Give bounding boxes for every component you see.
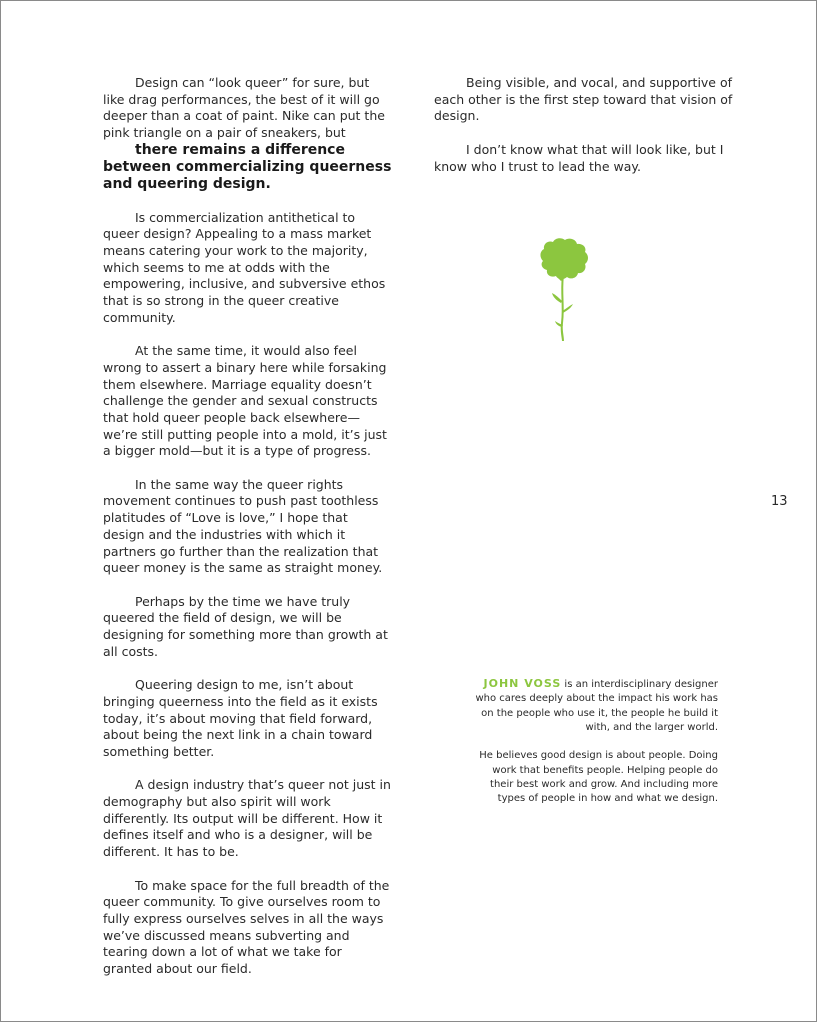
paragraph: Queering design to me, isn’t about bringing queerness into the field as it exists today, it’s about moving that field forward, about being the next link in a chain toward something better. bbox=[103, 677, 378, 759]
page-number: 13 bbox=[771, 494, 788, 509]
paragraph: At the same time, it would also feel wrong to assert a binary here while forsaking them elsewhere. Marriage equality doesn’t challenge the gender and sexual constructs that hold queer people back elsewhere— we’re still putting people into a mold, it’s just a bigger mold—but it is a type of progress. bbox=[103, 343, 387, 459]
bio-paragraph bbox=[471, 677, 718, 735]
bio-paragraph: He believes good design is about people. Doing work that benefits people. Helping people do their best work and grow. And including more types of people in how and what we design. bbox=[479, 750, 718, 805]
paragraph: A design industry that’s queer not just in demography but also spirit will work differently. Its output will be different. How it defines itself and who is a designer, will be different. It has to be. bbox=[103, 777, 391, 860]
right-column bbox=[434, 75, 734, 175]
paragraph: Being visible, and vocal, and supportive of each other is the first step toward that vision of design. bbox=[434, 75, 733, 124]
paragraph: I don’t know what that will look like, but I know who I trust to lead the way. bbox=[434, 141, 724, 174]
left-column bbox=[103, 75, 393, 978]
author-name: JOHN VOSS bbox=[483, 677, 562, 690]
pull-quote-emphasis: there remains a difference between commercializing queerness and queering design. bbox=[103, 141, 392, 192]
bio-text: is an interdisciplinary designer who cares deeply about the impact his work has on the people who use it, the people he build it with, and the larger world. bbox=[475, 679, 718, 733]
paragraph: In the same way the queer rights movement continues to push past toothless platitudes of “Love is love,” I hope that design and the industries with which it partners go further than the realization that queer money is the same as straight money. bbox=[103, 476, 383, 576]
author-bio bbox=[471, 677, 718, 807]
paragraph bbox=[103, 75, 393, 193]
carnation-flower-icon bbox=[537, 237, 591, 343]
paragraph: Perhaps by the time we have truly queered the field of design, we will be designing for something more than growth at all costs. bbox=[103, 593, 388, 659]
paragraph: To make space for the full breadth of the queer community. To give ourselves room to fully express ourselves selves in all the ways we’ve discussed means subverting and tearing down a lot of what we take for granted about our field. bbox=[103, 877, 390, 977]
paragraph: Is commercialization antithetical to queer design? Appealing to a mass market means catering your work to the majority, which seems to me at odds with the empowering, inclusive, and subversive ethos that is so strong in the queer creative community. bbox=[103, 209, 386, 325]
paragraph-text: Design can “look queer” for sure, but like drag performances, the best of it will go deeper than a coat of paint. Nike can put the pink triangle on a pair of sneakers, but bbox=[103, 75, 385, 141]
